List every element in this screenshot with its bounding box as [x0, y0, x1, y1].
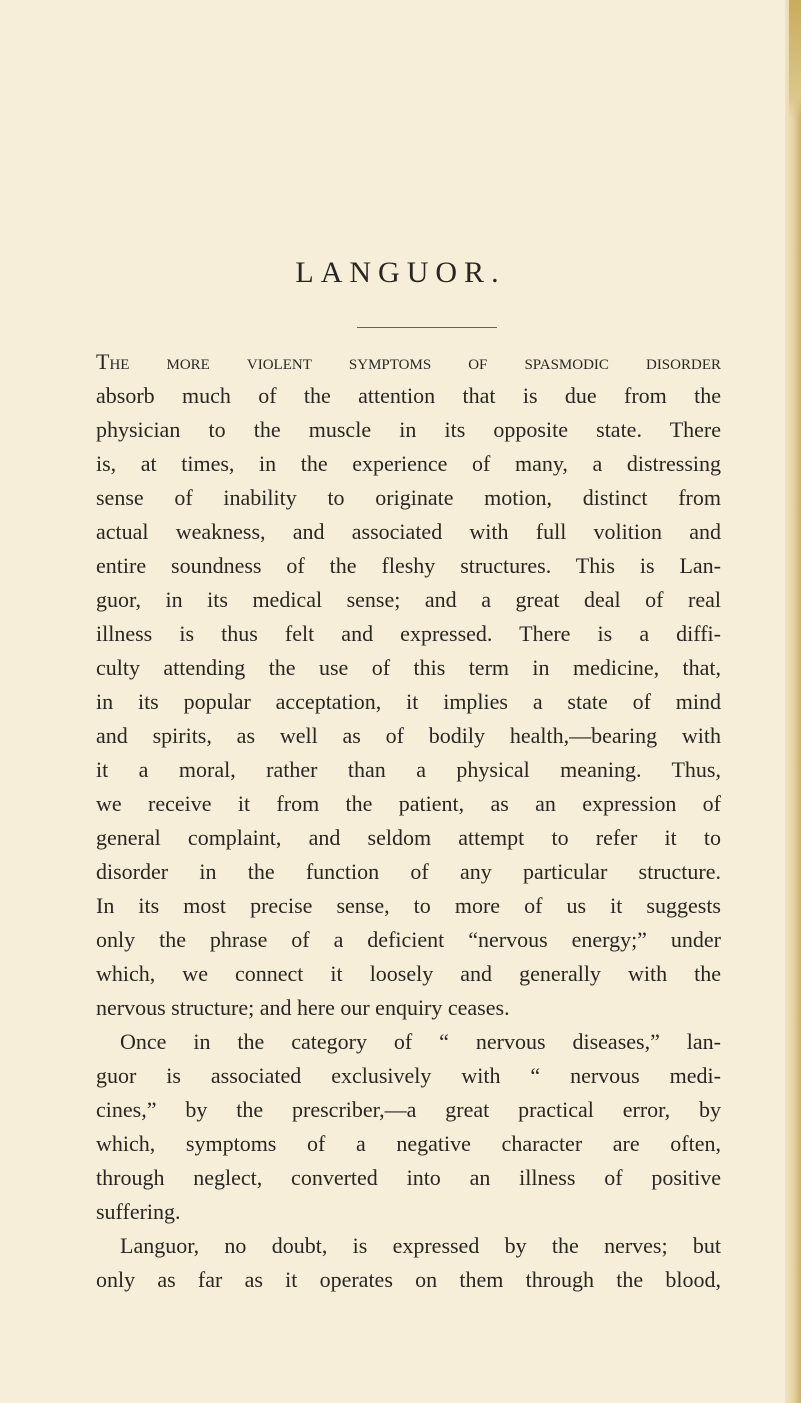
body-line: culty attending the use of this term in medicine, that, — [96, 655, 721, 680]
body-line: through neglect, converted into an illness of positive — [96, 1165, 721, 1190]
body-line: nervous structure; and here our enquiry ceases. — [96, 995, 510, 1020]
body-line: general complaint, and seldom attempt to refer it to — [96, 825, 721, 850]
body-line: entire soundness of the fleshy structures. This is Lan- — [96, 553, 721, 578]
body-line: and spirits, as well as of bodily health,—bearing with — [96, 723, 721, 748]
body-line: is, at times, in the experience of many, a distressing — [96, 451, 721, 476]
body-line: In its most precise sense, to more of us it suggests — [96, 893, 721, 918]
body-line: only the phrase of a deficient “nervous energy;” under — [96, 927, 721, 952]
body-line: it a moral, rather than a physical meaning. Thus, — [96, 757, 721, 782]
page-edge — [785, 0, 801, 1403]
body-line-text: The more violent symptoms of spasmodic disorder — [96, 349, 721, 374]
body-line: cines,” by the prescriber,—a great practical error, by — [96, 1097, 721, 1122]
body-line: only as far as it operates on them through the blood, — [96, 1267, 721, 1292]
body-line: Languor, no doubt, is expressed by the nerves; but — [120, 1233, 721, 1258]
body-line: which, we connect it loosely and generally with the — [96, 961, 721, 986]
heading-rule — [357, 327, 497, 328]
page-edge-stain — [789, 0, 801, 120]
body-line-first — [96, 345, 721, 379]
body-line: physician to the muscle in its opposite state. There — [96, 417, 721, 442]
body-line: guor is associated exclusively with “ nervous medi- — [96, 1063, 721, 1088]
body-line: sense of inability to originate motion, distinct from — [96, 485, 721, 510]
chapter-heading: LANGUOR. — [295, 256, 506, 289]
body-line: guor, in its medical sense; and a great deal of real — [96, 587, 721, 612]
body-line: Once in the category of “ nervous diseases,” lan- — [120, 1029, 721, 1054]
body-line: actual weakness, and associated with full volition and — [96, 519, 721, 544]
body-line: suffering. — [96, 1199, 181, 1224]
body-line: illness is thus felt and expressed. There is a diffi- — [96, 621, 721, 646]
body-line: we receive it from the patient, as an expression of — [96, 791, 721, 816]
body-line: disorder in the function of any particular structure. — [96, 859, 721, 884]
body-line: absorb much of the attention that is due from the — [96, 383, 721, 408]
body-line: which, symptoms of a negative character are often, — [96, 1131, 721, 1156]
body-line: in its popular acceptation, it implies a state of mind — [96, 689, 721, 714]
